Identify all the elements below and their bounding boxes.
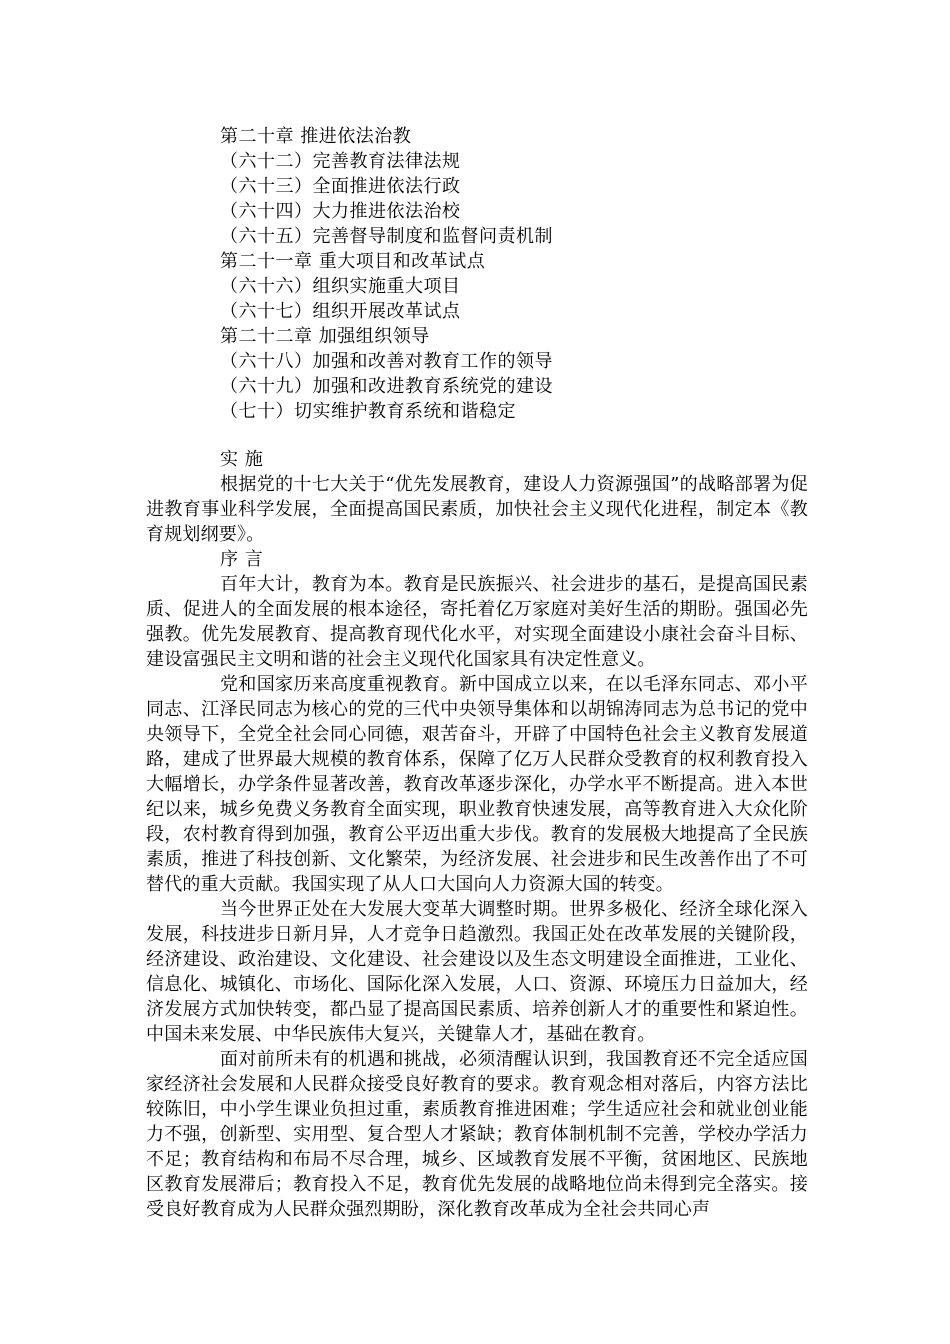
toc-chapter-22: 第二十二章 加强组织领导 <box>220 326 430 347</box>
intro-paragraph: 根据党的十七大关于“优先发展教育，建设人力资源强国”的战略部署为促进教育事业科学发展，全面提高国民素质，加快社会主义现代化进程，制定本《教育规划纲要》。 <box>146 474 808 545</box>
implementation-heading: 实 施 <box>220 449 264 470</box>
toc-section-64: （六十四）大力推进依法治校 <box>220 201 461 222</box>
toc-section-70: （七十）切实维护教育系统和谐稳定 <box>220 401 516 422</box>
toc-chapter-21: 第二十一章 重大项目和改革试点 <box>220 251 486 272</box>
toc-section-68: （六十八）加强和改善对教育工作的领导 <box>220 351 553 372</box>
preface-paragraph-2: 党和国家历来高度重视教育。新中国成立以来，在以毛泽东同志、邓小平同志、江泽民同志为核心的党的三代中央领导集体和以胡锦涛同志为总书记的党中央领导下，全党全社会同心同德，艰苦奋斗，开辟了中国特色社会主义教育发展道路，建成了世界最大规模的教育体系，保障了亿万人民群众受教育的权利教育投入大幅增长，办学条件显著改善，教育改革逐步深化，办学水平不断提高。进入本世纪以来，城乡免费义务教育全面实现，职业教育快速发展，高等教育进入大众化阶段，农村教育得到加强，教育公平迈出重大步伐。教育的发展极大地提高了全民族素质，推进了科技创新、文化繁荣，为经济发展、社会进步和民生改善作出了不可替代的重大贡献。我国实现了从人口大国向人力资源大国的转变。 <box>146 674 808 895</box>
toc-section-67: （六十七）组织开展改革试点 <box>220 301 461 322</box>
toc-section-63: （六十三）全面推进依法行政 <box>220 176 461 197</box>
toc-chapter-20: 第二十章 推进依法治教 <box>220 126 412 147</box>
toc-section-62: （六十二）完善教育法律法规 <box>220 151 461 172</box>
preface-heading: 序 言 <box>220 549 264 570</box>
document-body <box>146 447 808 1222</box>
toc-section-69: （六十九）加强和改进教育系统党的建设 <box>220 376 553 397</box>
preface-paragraph-1: 百年大计，教育为本。教育是民族振兴、社会进步的基石，是提高国民素质、促进人的全面发展的根本途径，寄托着亿万家庭对美好生活的期盼。强国必先强教。优先发展教育、提高教育现代化水平，对实现全面建设小康社会奋斗目标、建设富强民主文明和谐的社会主义现代化国家具有决定性意义。 <box>146 574 808 670</box>
toc-section-66: （六十六）组织实施重大项目 <box>220 276 461 297</box>
preface-paragraph-4: 面对前所未有的机遇和挑战，必须清醒认识到，我国教育还不完全适应国家经济社会发展和人民群众接受良好教育的要求。教育观念相对落后，内容方法比较陈旧，中小学生课业负担过重，素质教育推进困难；学生适应社会和就业创业能力不强，创新型、实用型、复合型人才紧缺；教育体制机制不完善，学校办学活力不足；教育结构和布局不尽合理，城乡、区域教育发展不平衡，贫困地区、民族地区教育发展滞后；教育投入不足，教育优先发展的战略地位尚未得到完全落实。接受良好教育成为人民群众强烈期盼，深化教育改革成为全社会共同心声 <box>146 1049 808 1220</box>
preface-paragraph-3: 当今世界正处在大发展大变革大调整时期。世界多极化、经济全球化深入发展，科技进步日新月异，人才竞争日趋激烈。我国正处在改革发展的关键阶段，经济建设、政治建设、文化建设、社会建设以及生态文明建设全面推进，工业化、信息化、城镇化、市场化、国际化深入发展，人口、资源、环境压力日益加大，经济发展方式加快转变，都凸显了提高国民素质、培养创新人才的重要性和紧迫性。中国未来发展、中华民族伟大复兴，关键靠人才，基础在教育。 <box>146 899 808 1045</box>
table-of-contents <box>220 124 820 424</box>
toc-section-65: （六十五）完善督导制度和监督问责机制 <box>220 226 553 247</box>
